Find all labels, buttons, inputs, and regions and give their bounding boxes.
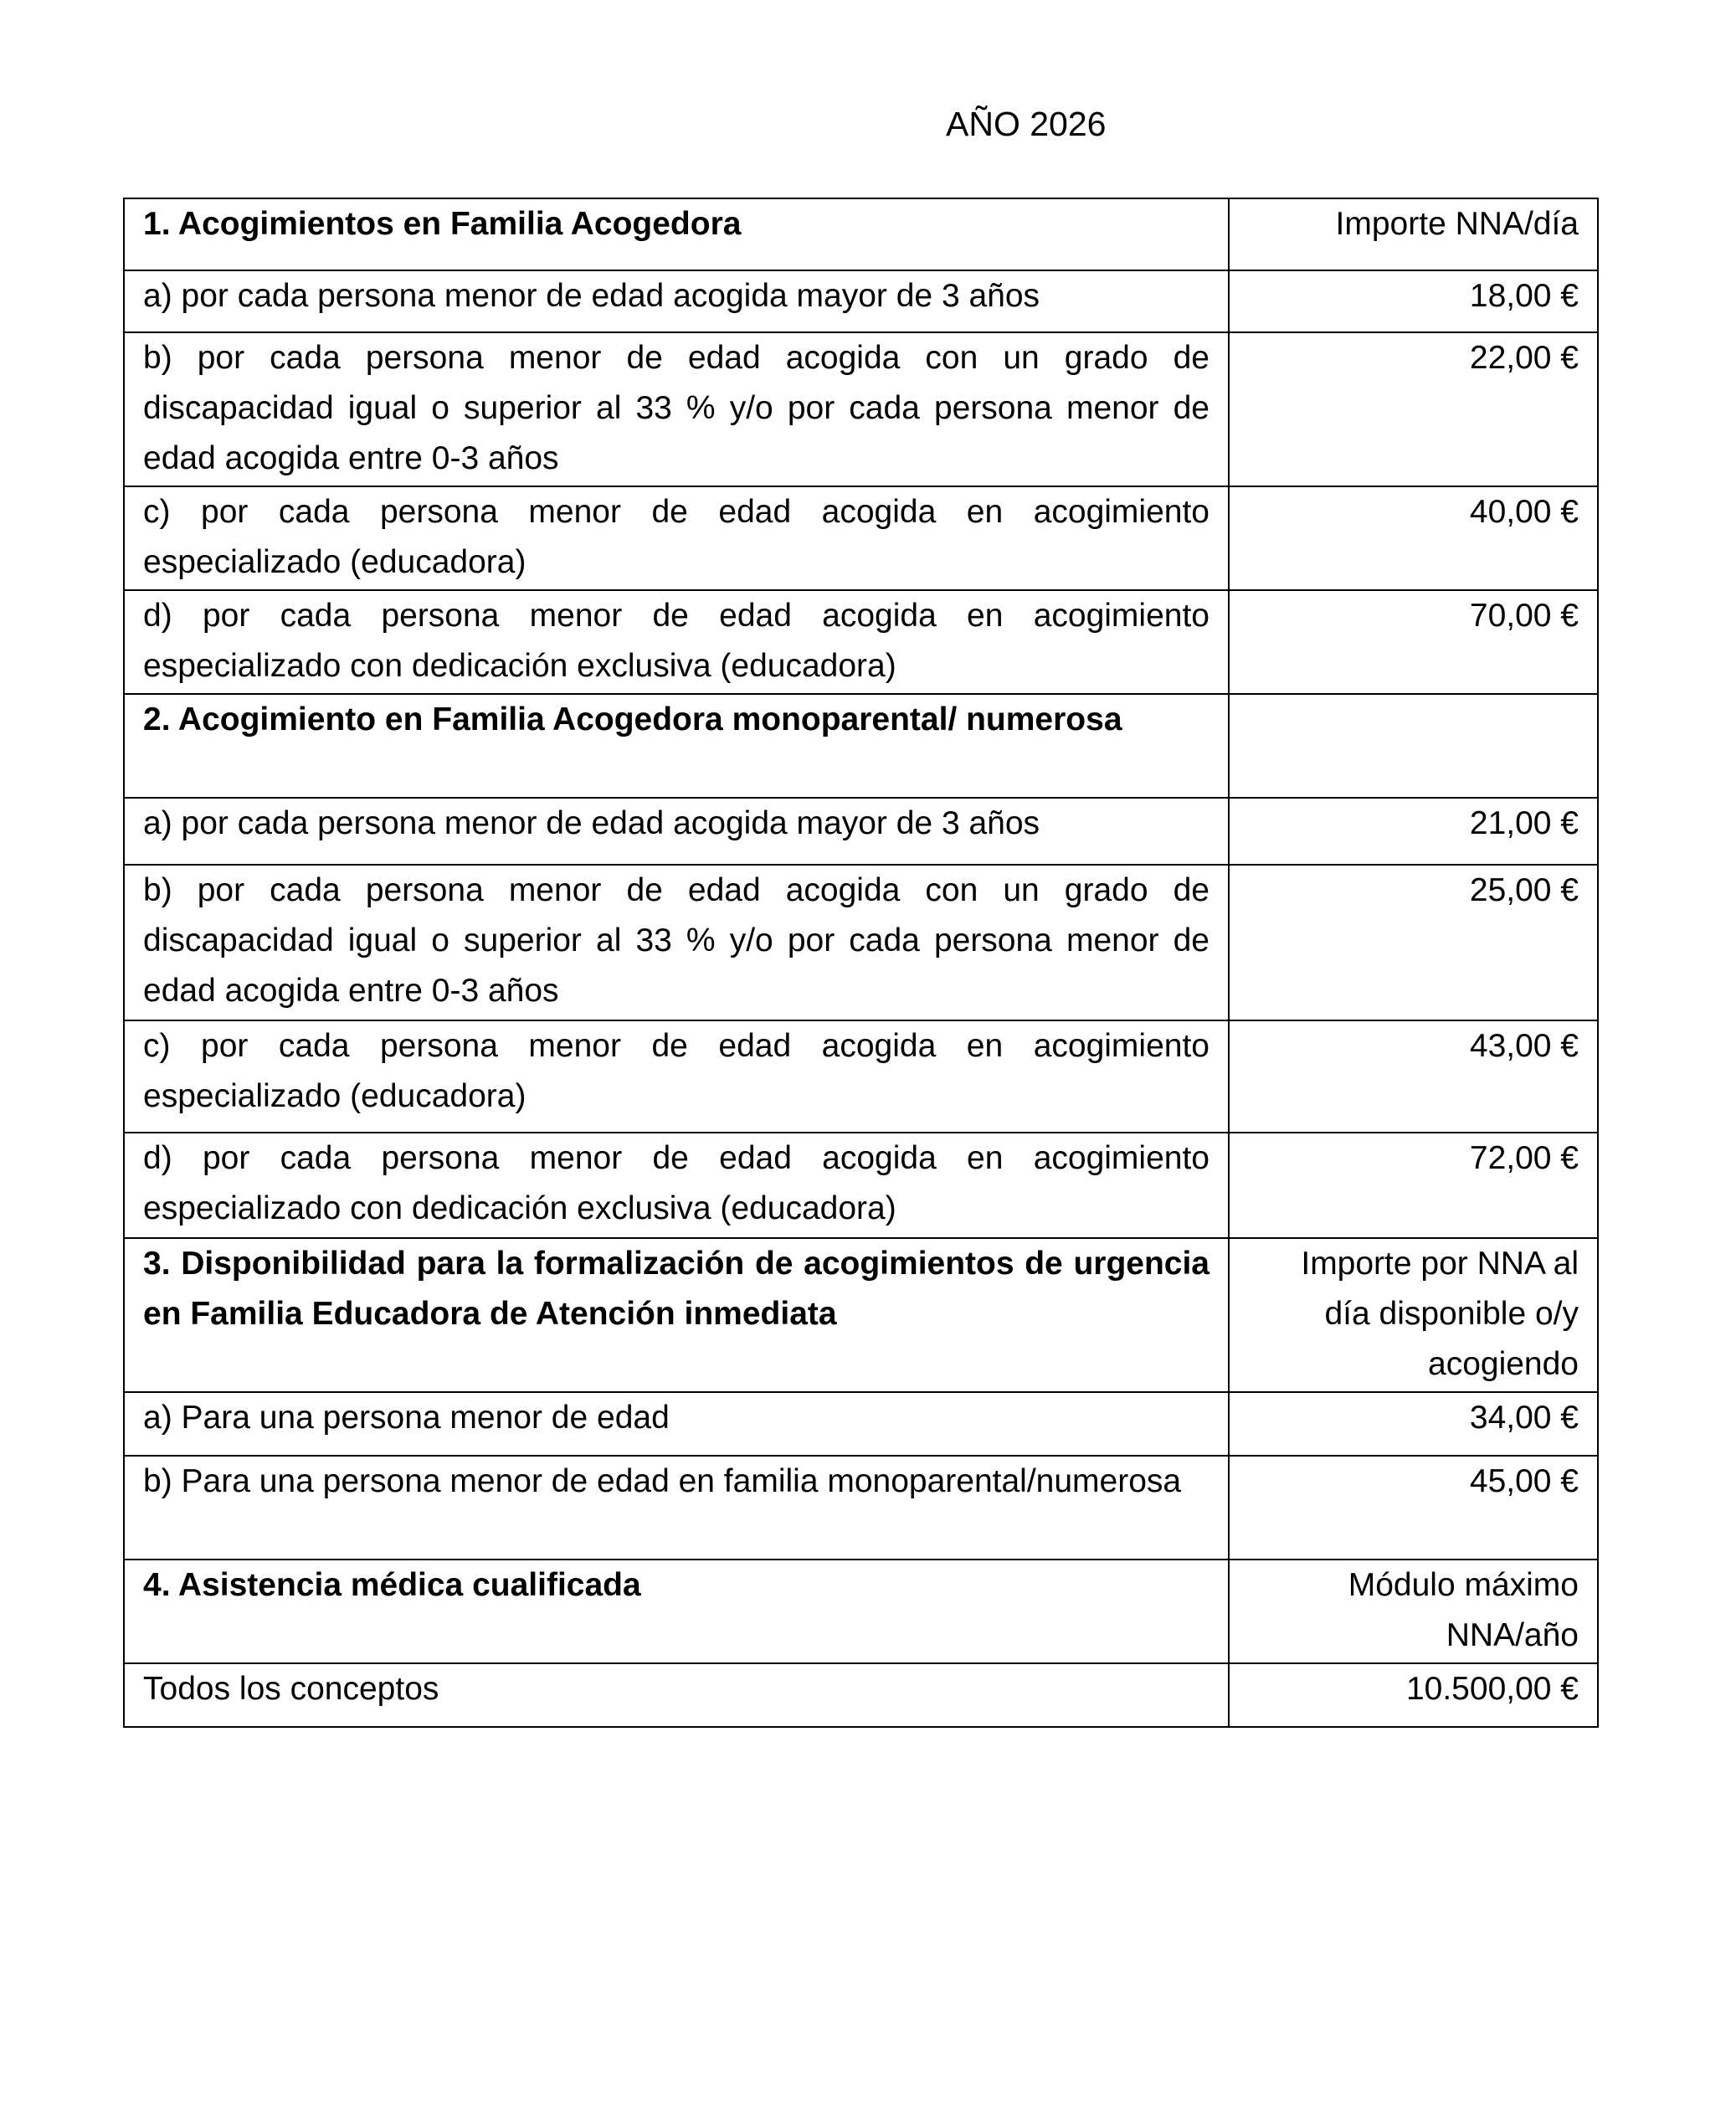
section-title: 1. Acogimientos en Familia Acogedora [124, 198, 1229, 270]
amount-cell: 18,00 € [1229, 270, 1598, 332]
section-header-row [124, 1560, 1598, 1663]
table-row [124, 270, 1598, 332]
amount-cell: 43,00 € [1229, 1020, 1598, 1133]
section-header-row [124, 694, 1598, 798]
concept-cell: Todos los conceptos [124, 1663, 1229, 1727]
section-title: 2. Acogimiento en Familia Acogedora monoparental/ numerosa [124, 694, 1229, 798]
table-row [124, 590, 1598, 694]
concept-cell: a) por cada persona menor de edad acogida mayor de 3 años [124, 270, 1229, 332]
amount-cell: 10.500,00 € [1229, 1663, 1598, 1727]
concept-cell: c) por cada persona menor de edad acogida en acogimiento especializado (educadora) [124, 1020, 1229, 1133]
table-row [124, 486, 1598, 590]
amount-cell: 40,00 € [1229, 486, 1598, 590]
amount-cell: 22,00 € [1229, 332, 1598, 486]
amount-cell: 25,00 € [1229, 865, 1598, 1020]
table-row [124, 332, 1598, 486]
amount-cell: 45,00 € [1229, 1456, 1598, 1560]
table-row [124, 1663, 1598, 1727]
section-amount-header: Importe por NNA al día disponible o/y acogiendo [1229, 1238, 1598, 1392]
rates-table [123, 198, 1599, 1728]
table-row [124, 1456, 1598, 1560]
amount-cell: 34,00 € [1229, 1392, 1598, 1456]
section-header-row [124, 198, 1598, 270]
table-row [124, 1392, 1598, 1456]
table-row [124, 798, 1598, 865]
concept-cell: b) Para una persona menor de edad en familia monoparental/numerosa [124, 1456, 1229, 1560]
amount-cell: 70,00 € [1229, 590, 1598, 694]
concept-cell: b) por cada persona menor de edad acogida con un grado de discapacidad igual o superior al 33 % y/o por cada persona menor de edad acogida entre 0-3 años [124, 332, 1229, 486]
section-header-row [124, 1238, 1598, 1392]
amount-cell: 72,00 € [1229, 1133, 1598, 1238]
section-amount-header: Importe NNA/día [1229, 198, 1598, 270]
table-row [124, 1133, 1598, 1238]
concept-cell: d) por cada persona menor de edad acogida en acogimiento especializado con dedicación exclusiva (educadora) [124, 1133, 1229, 1238]
table-row [124, 865, 1598, 1020]
section-title: 3. Disponibilidad para la formalización de acogimientos de urgencia en Familia Educadora de Atención inmediata [124, 1238, 1229, 1392]
concept-cell: b) por cada persona menor de edad acogida con un grado de discapacidad igual o superior al 33 % y/o por cada persona menor de edad acogida entre 0-3 años [124, 865, 1229, 1020]
page-title: AÑO 2026 [946, 105, 1107, 143]
concept-cell: c) por cada persona menor de edad acogida en acogimiento especializado (educadora) [124, 486, 1229, 590]
concept-cell: d) por cada persona menor de edad acogida en acogimiento especializado con dedicación exclusiva (educadora) [124, 590, 1229, 694]
rates-table-body [124, 198, 1598, 1727]
section-title: 4. Asistencia médica cualificada [124, 1560, 1229, 1663]
concept-cell: a) por cada persona menor de edad acogida mayor de 3 años [124, 798, 1229, 865]
section-amount-header [1229, 694, 1598, 798]
table-row [124, 1020, 1598, 1133]
section-amount-header: Módulo máximo NNA/año [1229, 1560, 1598, 1663]
concept-cell: a) Para una persona menor de edad [124, 1392, 1229, 1456]
amount-cell: 21,00 € [1229, 798, 1598, 865]
